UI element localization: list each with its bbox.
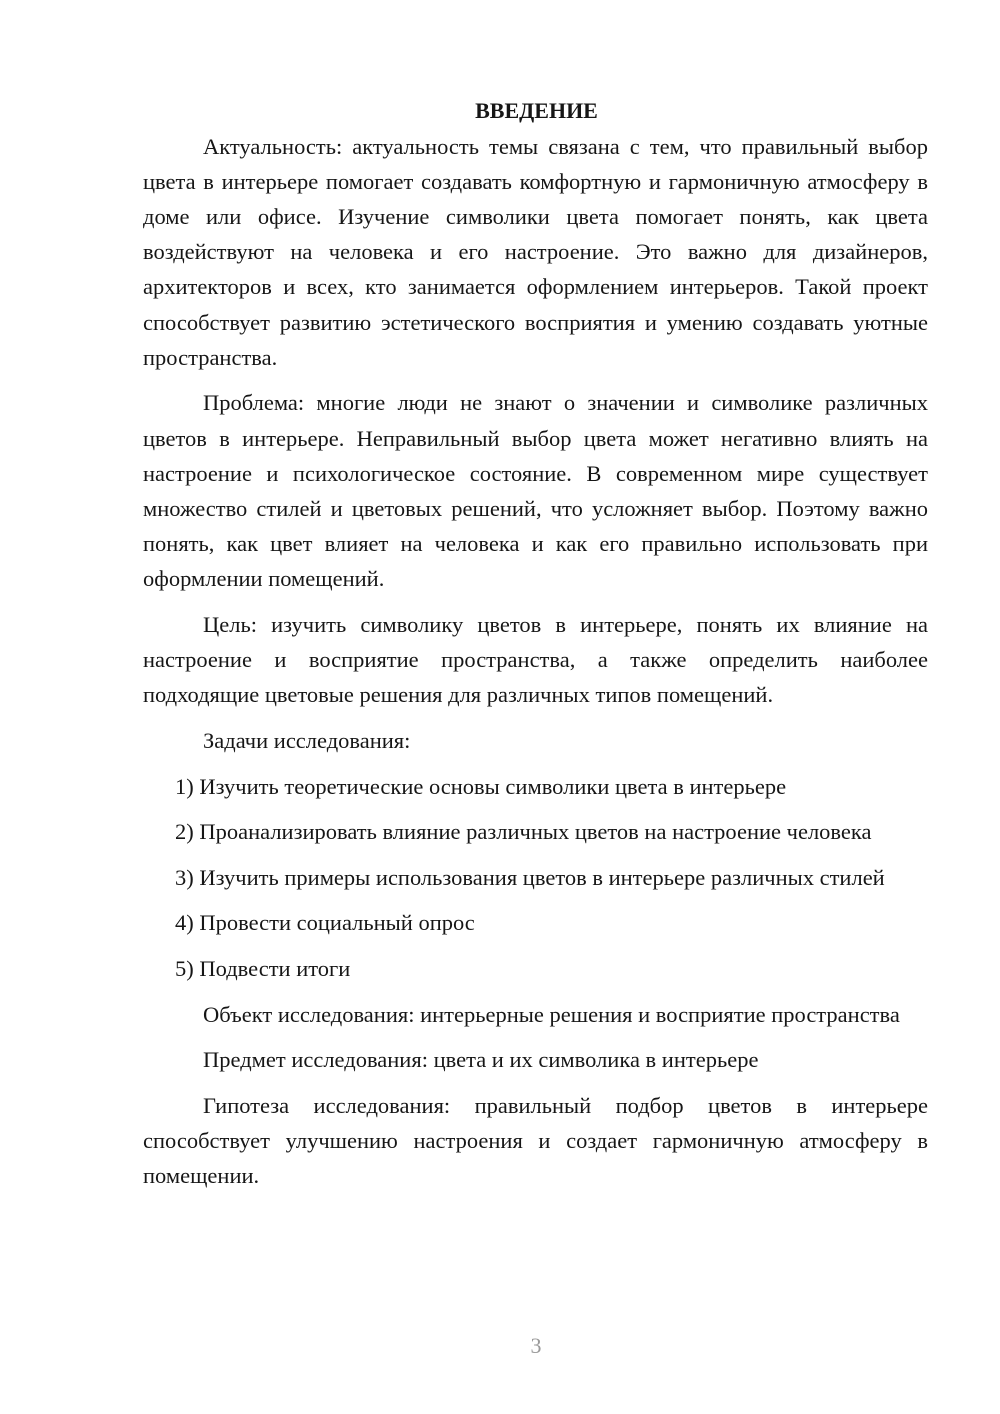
tasks-heading: Задачи исследования: <box>203 728 411 754</box>
object-paragraph: Объект исследования: интерьерные решения и восприятие пространства <box>203 1001 900 1027</box>
hypothesis-paragraph: Гипотеза исследования: правильный подбор цветов в интерьере способствует улучшению настроения и создает гармоничную атмосферу в помещении. <box>143 1092 928 1189</box>
task-item-2: 2) Проанализировать влияние различных цветов на настроение человека <box>175 819 872 845</box>
task-item-5: 5) Подвести итоги <box>175 955 351 981</box>
problem-paragraph: Проблема: многие люди не знают о значении и символике различных цветов в интерьере. Неправильный выбор цвета может негативно влиять на настроение и психологическое состояние. В современном мире существует множество стилей и цветовых решений, что усложняет выбор. Поэтому важно понять, как цвет влияет на человека и как его правильно использовать при оформлении помещений. <box>143 390 928 592</box>
goal-paragraph: Цель: изучить символику цветов в интерьере, понять их влияние на настроение и восприятие пространства, а также определить наиболее подходящие цветовые решения для различных типов помещений. <box>143 612 928 708</box>
task-item-3: 3) Изучить примеры использования цветов в интерьере различных стилей <box>175 864 885 890</box>
section-heading: ВВЕДЕНИЕ <box>475 98 598 123</box>
page-number: 3 <box>530 1333 542 1358</box>
task-item-4: 4) Провести социальный опрос <box>175 910 475 936</box>
task-list <box>143 769 928 987</box>
task-item-1: 1) Изучить теоретические основы символики цвета в интерьере <box>175 773 787 799</box>
page-body <box>143 94 928 1204</box>
relevance-paragraph: Актуальность: актуальность темы связана с тем, что правильный выбор цвета в интерьере помогает создавать комфортную и гармоничную атмосферу в доме или офисе. Изучение символики цвета помогает понять, как цвета воздействуют на человека и его настроение. Это важно для дизайнеров, архитекторов и всех, кто занимается оформлением интерьеров. Такой проект способствует развитию эстетического восприятия и умению создавать уютные пространства. <box>143 133 928 370</box>
subject-paragraph: Предмет исследования: цвета и их символика в интерьере <box>203 1047 759 1073</box>
